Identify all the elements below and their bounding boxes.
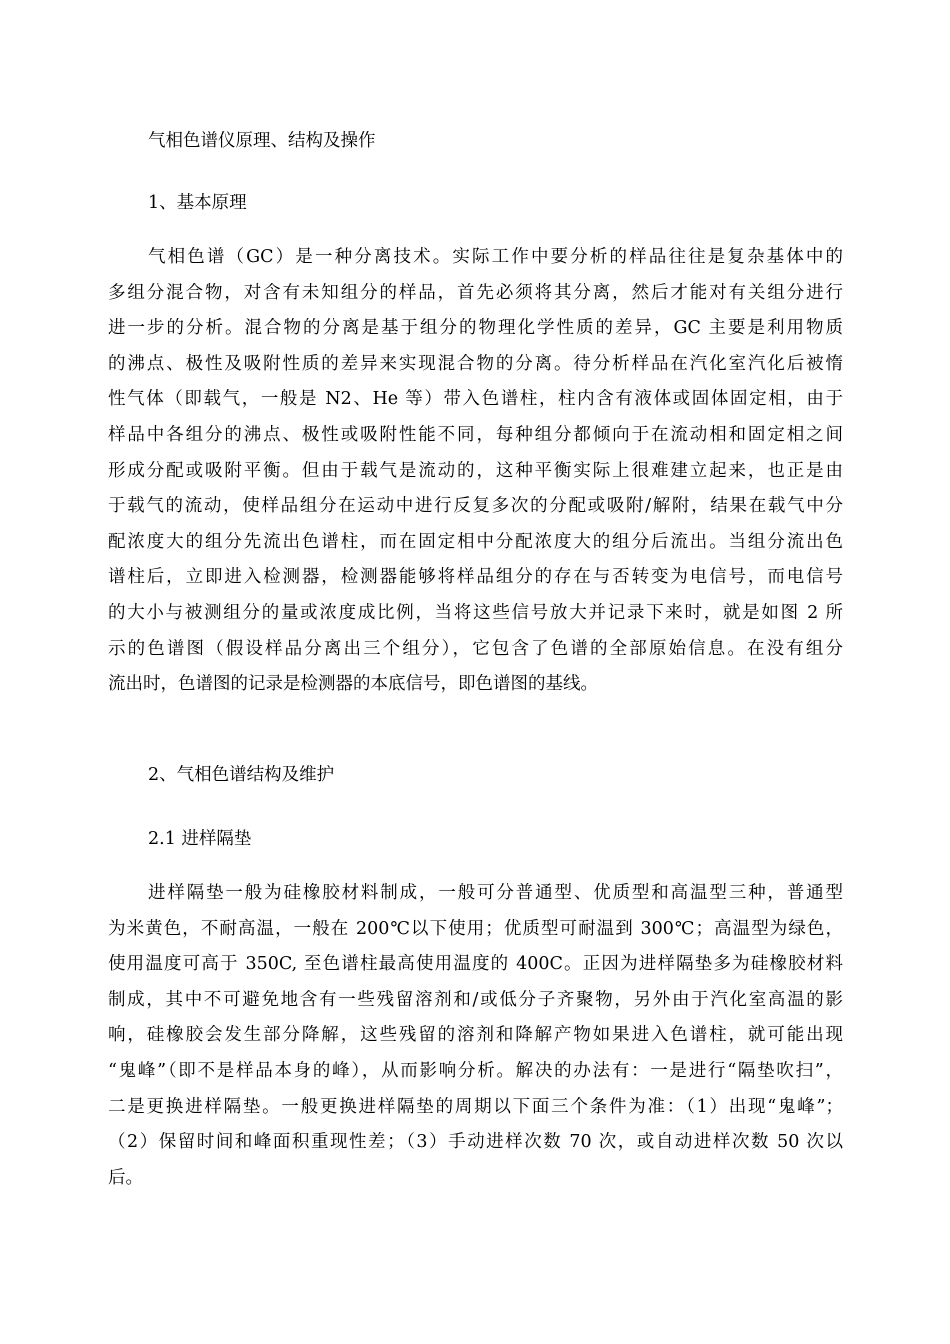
paragraph-line: 进一步的分析。混合物的分离是基于组分的物理化学性质的差异，GC 主要是利用物质 (108, 318, 843, 339)
paragraph-line: 为米黄色，不耐高温，一般在 200℃以下使用；优质型可耐温到 300℃；高温型为绿色， (108, 918, 843, 939)
paragraph-line: 流出时，色谱图的记录是检测器的本底信号，即色谱图的基线。 (108, 674, 598, 695)
paragraph-line: 响，硅橡胶会发生部分降解，这些残留的溶剂和降解产物如果进入色谱柱，就可能出现 (108, 1025, 843, 1046)
section-2-1-heading: 2.1 进样隔垫 (148, 829, 252, 849)
paragraph-line: 样品中各组分的沸点、极性或吸附性能不同，每种组分都倾向于在流动相和固定相之间 (108, 424, 843, 445)
paragraph-line: 示的色谱图（假设样品分离出三个组分），它包含了色谱的全部原始信息。在没有组分 (108, 638, 843, 659)
paragraph-line: 配浓度大的组分先流出色谱柱，而在固定相中分配浓度大的组分后流出。当组分流出色 (108, 531, 843, 552)
paragraph-line: 多组分混合物，对含有未知组分的样品，首先必须将其分离，然后才能对有关组分进行 (108, 282, 843, 303)
paragraph-line: 形成分配或吸附平衡。但由于载气是流动的，这种平衡实际上很难建立起来，也正是由 (108, 460, 843, 481)
section-2-heading: 2、气相色谱结构及维护 (148, 765, 335, 785)
section-1-paragraph (108, 240, 843, 703)
paragraph-line: （2）保留时间和峰面积重现性差；（3）手动进样次数 70 次，或自动进样次数 50 次以 (108, 1132, 843, 1153)
paragraph-line: 使用温度可高于 350C, 至色谱柱最高使用温度的 400C。正因为进样隔垫多为硅橡胶材料 (108, 954, 843, 975)
paragraph-line: 气相色谱（GC）是一种分离技术。实际工作中要分析的样品往往是复杂基体中的 (148, 247, 843, 267)
paragraph-line: 后。 (108, 1167, 143, 1188)
section-2-1-paragraph (108, 876, 843, 1196)
paragraph-line: 谱柱后，立即进入检测器，检测器能够将样品组分的存在与否转变为电信号，而电信号 (108, 567, 843, 588)
paragraph-line: 二是更换进样隔垫。一般更换进样隔垫的周期以下面三个条件为准：（1）出现“鬼峰”； (108, 1096, 843, 1117)
paragraph-line: “鬼峰”（即不是样品本身的峰），从而影响分析。解决的办法有：一是进行“隔垫吹扫”， (108, 1060, 843, 1081)
paragraph-line: 性气体（即载气，一般是 N2、He 等）带入色谱柱，柱内含有液体或固体固定相，由于 (108, 389, 843, 410)
paragraph-line: 的大小与被测组分的量或浓度成比例，当将这些信号放大并记录下来时，就是如图 2 所 (108, 602, 843, 623)
document-title: 气相色谱仪原理、结构及操作 (148, 131, 376, 151)
paragraph-line: 进样隔垫一般为硅橡胶材料制成，一般可分普通型、优质型和高温型三种，普通型 (148, 883, 843, 903)
section-1-heading: 1、基本原理 (148, 193, 247, 213)
paragraph-line: 于载气的流动，使样品组分在运动中进行反复多次的分配或吸附/解附，结果在载气中分 (108, 496, 843, 517)
paragraph-line: 制成，其中不可避免地含有一些残留溶剂和/或低分子齐聚物，另外由于汽化室高温的影 (108, 989, 843, 1010)
paragraph-line: 的沸点、极性及吸附性质的差异来实现混合物的分离。待分析样品在汽化室汽化后被惰 (108, 353, 843, 374)
